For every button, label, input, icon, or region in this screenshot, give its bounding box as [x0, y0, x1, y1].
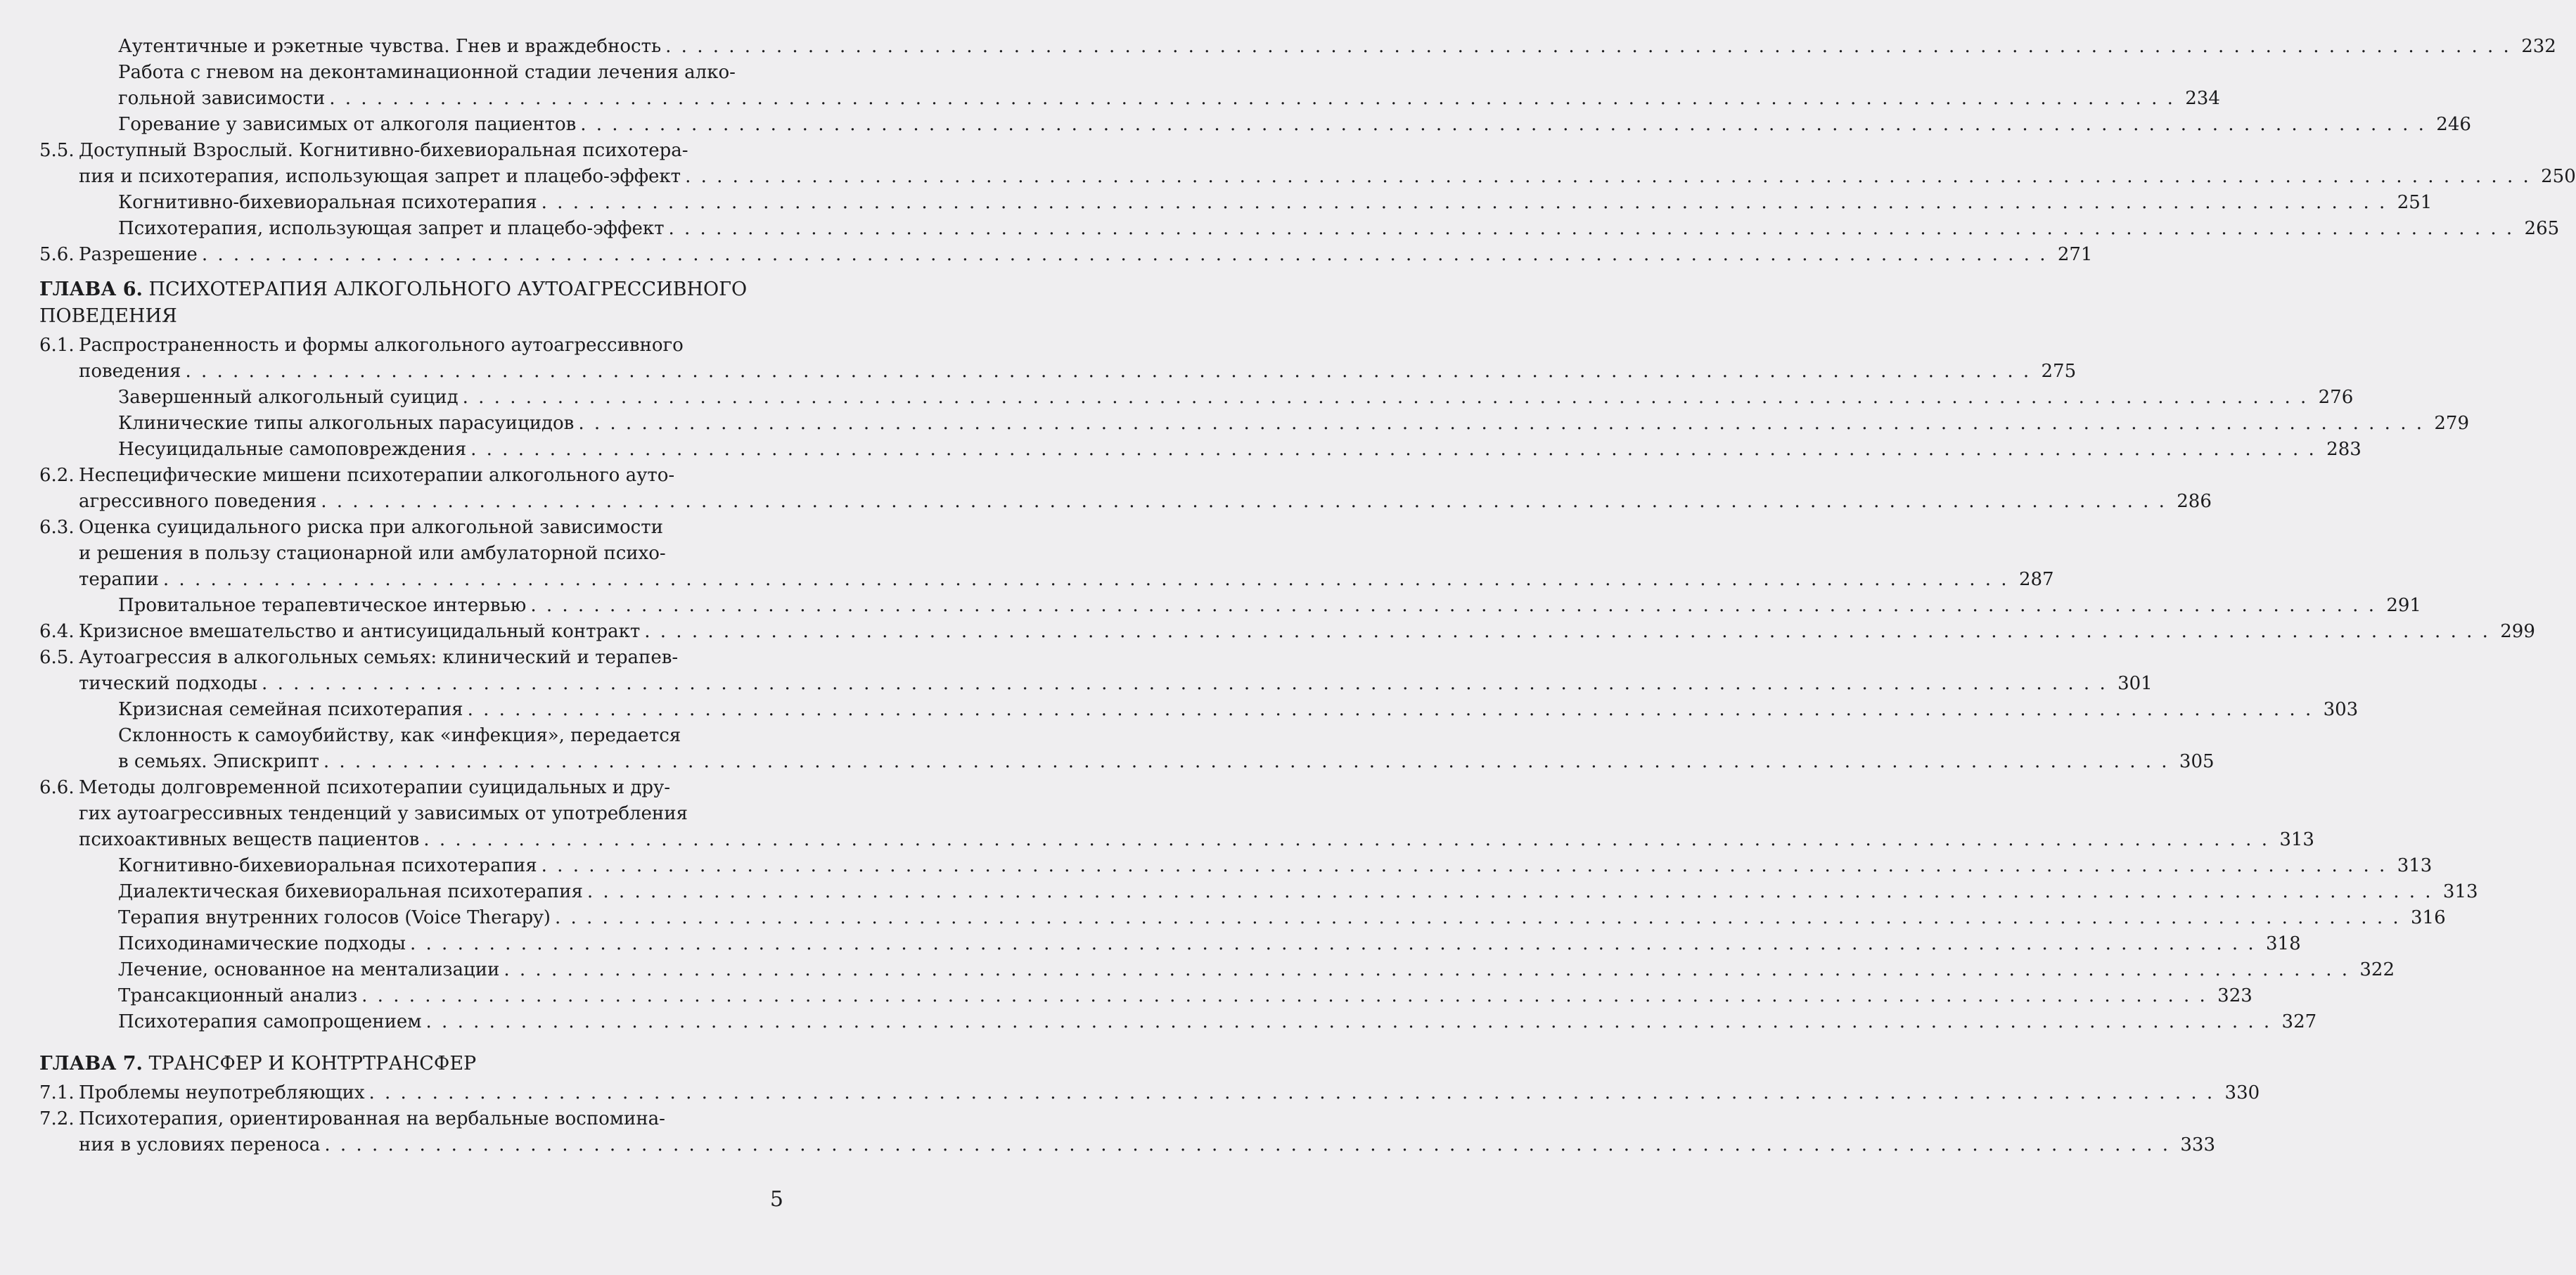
leader-dots: [468, 697, 2314, 723]
chapter-7-label: ГЛАВА 7.: [39, 1053, 143, 1075]
entry-body: [79, 619, 2535, 645]
entry-title-line: терапии: [79, 569, 159, 590]
entry-page-number: 323: [2217, 985, 2253, 1006]
page-number: 5: [769, 1187, 783, 1212]
entry-body: [79, 333, 2076, 385]
toc-subentry: [39, 879, 2478, 905]
entry-page-number: 301: [2117, 673, 2153, 694]
toc-section: [39, 463, 2212, 515]
entry-title-line: Когнитивно-бихевиоральная психотерапия: [118, 855, 537, 876]
entry-title-line: Аутоагрессия в алкогольных семьях: клинический и терапев-: [79, 647, 679, 668]
toc-section: [39, 138, 2576, 190]
toc-subentry: [39, 216, 2560, 242]
entry-title-line: Психодинамические подходы: [118, 933, 406, 954]
entry-body: [79, 138, 2576, 190]
entry-title-line: пия и психотерапия, использующая запрет и плацебо-эффект: [79, 166, 681, 187]
entry-page-number: 246: [2436, 114, 2471, 135]
entry-body: [79, 983, 2253, 1009]
toc-group-chapter6: [39, 333, 2535, 1035]
entry-page-number: 275: [2041, 361, 2077, 382]
entry-page-number: 327: [2281, 1011, 2317, 1032]
entry-title-line: Лечение, основанное на ментализации: [118, 959, 500, 980]
entry-title-line: Оценка суицидального риска при алкогольной зависимости: [79, 517, 663, 538]
entry-title-line: агрессивного поведения: [79, 491, 317, 512]
entry-title-line: Психотерапия самопрощением: [118, 1011, 422, 1032]
entry-title-line: Провитальное терапевтическое интервью: [118, 595, 527, 616]
entry-body: [79, 1106, 2215, 1158]
entry-page-number: 318: [2266, 933, 2301, 954]
entry-title-line: Аутентичные и рэкетные чувства. Гнев и враждебность: [118, 36, 662, 57]
leader-dots: [578, 411, 2424, 437]
entry-page-number: 322: [2359, 959, 2395, 980]
entry-page-number: 305: [2179, 751, 2215, 772]
table-of-contents: [39, 34, 2576, 1158]
section-number: 6.1.: [39, 335, 75, 356]
entry-page-number: 271: [2057, 244, 2093, 265]
entry-body: [79, 931, 2301, 957]
entry-title-line: Трансакционный анализ: [118, 985, 358, 1006]
toc-subentry: [39, 60, 2220, 112]
leader-dots: [426, 1009, 2272, 1035]
entry-title-line: Диалектическая бихевиоральная психотерапия: [118, 881, 583, 902]
entry-title-line: Клинические типы алкогольных парасуицидов: [118, 413, 575, 434]
entry-title-line: Несуицидальные самоповреждения: [118, 439, 467, 460]
entry-title-line: Распространенность и формы алкогольного аутоагрессивного: [79, 335, 684, 356]
leader-dots: [530, 593, 2376, 619]
leader-dots: [555, 905, 2401, 931]
leader-dots: [329, 86, 2175, 112]
entry-page-number: 286: [2177, 491, 2212, 512]
entry-body: [79, 593, 2421, 619]
toc-subentry: [39, 34, 2556, 60]
entry-page-number: 316: [2410, 907, 2446, 928]
entry-body: [79, 34, 2556, 60]
toc-subentry: [39, 411, 2469, 437]
entry-page-number: 234: [2185, 88, 2220, 109]
entry-title-line: Терапия внутренних голосов (Voice Therapy): [118, 907, 551, 928]
entry-page-number: 303: [2323, 699, 2359, 720]
toc-subentry: [39, 723, 2215, 775]
entry-body: [79, 905, 2446, 931]
toc-subentry: [39, 931, 2301, 957]
toc-subentry: [39, 593, 2421, 619]
entry-title-line: в семьях. Эпискрипт: [118, 751, 319, 772]
section-number: 5.6.: [39, 244, 75, 265]
chapter-7-heading: [39, 1051, 782, 1077]
toc-subentry: [39, 1009, 2317, 1035]
entry-body: [79, 216, 2559, 242]
entry-title-line: Когнитивно-бихевиоральная психотерапия: [118, 192, 537, 213]
leader-dots: [463, 385, 2309, 411]
leader-dots: [470, 437, 2317, 463]
leader-dots: [410, 931, 2256, 957]
entry-body: [79, 853, 2432, 879]
entry-body: [79, 385, 2353, 411]
leader-dots: [324, 1132, 2170, 1158]
leader-dots: [185, 359, 2031, 385]
toc-section: [39, 242, 2093, 268]
entry-page-number: 330: [2224, 1082, 2260, 1103]
chapter-6-title-line1: ПСИХОТЕРАПИЯ АЛКОГОЛЬНОГО АУТОАГРЕССИВНОГО: [148, 278, 748, 300]
entry-body: [79, 190, 2432, 216]
chapter-7-title: ТРАНСФЕР И КОНТРТРАНСФЕР: [148, 1053, 477, 1075]
toc-section: [39, 645, 2153, 697]
entry-page-number: 265: [2524, 218, 2560, 239]
toc-section: [39, 1106, 2216, 1158]
entry-title-line: Горевание у зависимых от алкоголя пациентов: [118, 114, 577, 135]
entry-page-number: 250: [2541, 166, 2576, 187]
leader-dots: [580, 112, 2426, 138]
section-number: 6.2.: [39, 465, 75, 486]
toc-section: [39, 1080, 2260, 1106]
entry-page-number: 299: [2500, 621, 2535, 642]
toc-subentry: [39, 853, 2433, 879]
section-number: 7.1.: [39, 1082, 75, 1103]
entry-body: [79, 437, 2362, 463]
section-number: 6.4.: [39, 621, 75, 642]
entry-title-line: гих аутоагрессивных тенденций у зависимых от употребления: [79, 803, 688, 824]
entry-body: [79, 112, 2471, 138]
entry-title-line: Кризисная семейная психотерапия: [118, 699, 463, 720]
section-number: 6.6.: [39, 777, 75, 798]
entry-title-line: гольной зависимости: [118, 88, 326, 109]
entry-body: [79, 879, 2478, 905]
entry-page-number: 333: [2180, 1134, 2216, 1155]
toc-subentry: [39, 190, 2433, 216]
entry-page-number: 287: [2018, 569, 2054, 590]
entry-body: [79, 697, 2358, 723]
leader-dots: [361, 983, 2207, 1009]
entry-title-line: Неспецифические мишени психотерапии алкогольного ауто-: [79, 465, 675, 486]
entry-title-line: тический подходы: [79, 673, 258, 694]
leader-dots: [369, 1080, 2215, 1106]
leader-dots: [323, 749, 2170, 775]
entry-page-number: 313: [2279, 829, 2314, 850]
entry-body: [79, 60, 2220, 112]
entry-title-line: Склонность к самоубийству, как «инфекция», передается: [118, 725, 681, 746]
section-number: 7.2.: [39, 1108, 75, 1129]
entry-page-number: 276: [2318, 387, 2354, 408]
toc-group-chapter7: [39, 1080, 2260, 1158]
toc-subentry: [39, 905, 2446, 931]
leader-dots: [423, 827, 2269, 853]
toc-section: [39, 775, 2314, 853]
toc-subentry: [39, 112, 2471, 138]
entry-body: [79, 645, 2153, 697]
entry-page-number: 251: [2397, 192, 2433, 213]
toc-subentry: [39, 697, 2359, 723]
entry-page-number: 313: [2397, 855, 2433, 876]
section-number: 5.5.: [39, 140, 75, 161]
toc-section: [39, 619, 2535, 645]
entry-title-line: Кризисное вмешательство и антисуицидальный контракт: [79, 621, 641, 642]
entry-body: [79, 775, 2314, 853]
entry-page-number: 291: [2386, 595, 2421, 616]
entry-title-line: Методы долговременной психотерапии суицидальных и дру-: [79, 777, 671, 798]
toc-subentry: [39, 437, 2362, 463]
leader-dots: [163, 567, 2009, 593]
toc-section: [39, 333, 2077, 385]
leader-dots: [504, 957, 2350, 983]
toc-group-chapter5: [39, 34, 2576, 268]
leader-dots: [685, 164, 2531, 190]
entry-title-line: психоактивных веществ пациентов: [79, 829, 420, 850]
entry-body: [79, 242, 2092, 268]
entry-title-line: Проблемы неупотребляющих: [79, 1082, 365, 1103]
entry-body: [79, 411, 2469, 437]
chapter-6-label: ГЛАВА 6.: [39, 278, 143, 300]
entry-body: [79, 1080, 2260, 1106]
entry-body: [79, 1009, 2317, 1035]
entry-body: [79, 463, 2212, 515]
leader-dots: [321, 489, 2167, 515]
entry-title-line: и решения в пользу стационарной или амбулаторной психо-: [79, 543, 666, 564]
toc-subentry: [39, 385, 2354, 411]
chapter-6-title-line2: ПОВЕДЕНИЯ: [39, 305, 177, 327]
leader-dots: [542, 853, 2388, 879]
entry-title-line: поведения: [79, 361, 181, 382]
entry-title-line: Доступный Взрослый. Когнитивно-бихевиоральная психотера-: [79, 140, 688, 161]
toc-subentry: [39, 957, 2395, 983]
entry-title-line: Разрешение: [79, 244, 198, 265]
leader-dots: [262, 671, 2108, 697]
toc-section: [39, 515, 2054, 593]
leader-dots: [587, 879, 2433, 905]
entry-title-line: Психотерапия, ориентированная на вербальные воспомина-: [79, 1108, 665, 1129]
entry-body: [79, 957, 2395, 983]
entry-body: [79, 723, 2215, 775]
entry-title-line: ния в условиях переноса: [79, 1134, 321, 1155]
entry-page-number: 313: [2442, 881, 2478, 902]
entry-title-line: Завершенный алкогольный суицид: [118, 387, 459, 408]
leader-dots: [644, 619, 2490, 645]
entry-title-line: Психотерапия, использующая запрет и плацебо-эффект: [118, 218, 665, 239]
entry-title-line: Работа с гневом на деконтаминационной стадии лечения алко-: [118, 62, 736, 83]
leader-dots: [542, 190, 2388, 216]
chapter-6-heading: [39, 276, 782, 330]
leader-dots: [665, 34, 2511, 60]
entry-body: [79, 515, 2054, 593]
entry-page-number: 232: [2521, 36, 2556, 57]
section-number: 6.3.: [39, 517, 75, 538]
leader-dots: [202, 242, 2048, 268]
entry-page-number: 283: [2326, 439, 2362, 460]
section-number: 6.5.: [39, 647, 75, 668]
entry-page-number: 279: [2434, 413, 2469, 434]
leader-dots: [669, 216, 2515, 242]
toc-subentry: [39, 983, 2253, 1009]
